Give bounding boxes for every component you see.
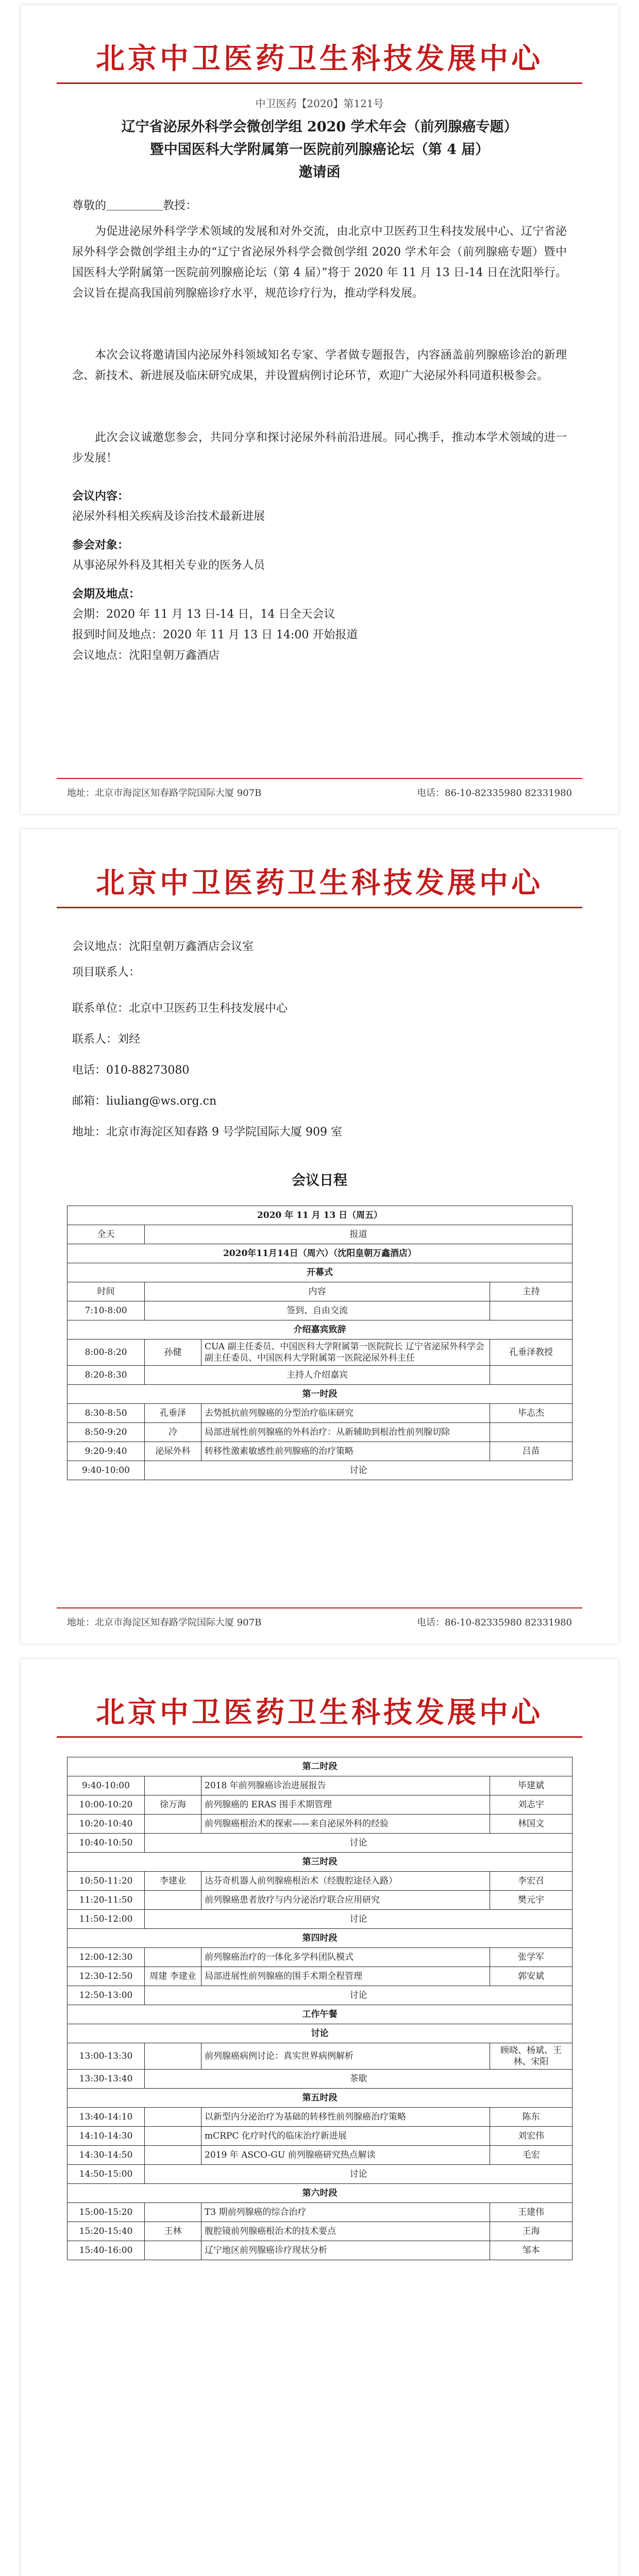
heading-line: 邀请函 [298,164,341,180]
time-cell: 7:10-8:00 [68,1301,145,1320]
content-cell: 主持人介绍嘉宾 [145,1366,490,1385]
content-cell: 签到、自由交流 [145,1301,490,1320]
topic-cell: 前列腺癌治疗的一体化多学科团队模式 [201,1948,490,1967]
speaker-cell: 樊元宇 [490,1891,573,1910]
section-header-cell: 2020年11月14日（周六）（沈阳皇朝万鑫酒店） [68,1244,573,1263]
topic-cell: 去势抵抗前列腺癌的分型治疗临床研究 [201,1404,490,1423]
time-cell: 11:50-12:00 [68,1910,145,1929]
table-row [68,1834,573,1853]
chair-cell: 周建 李建业 [145,1967,201,1986]
topic-cell: T3 期前列腺癌的综合治疗 [201,2203,490,2222]
table-row [68,1340,573,1366]
section-text: 泌尿外科相关疾病及诊治技术最新进展 [72,510,265,523]
speaker-cell: 张学军 [490,1948,573,1967]
table-row [68,1967,573,1986]
time-cell: 9:40-10:00 [68,1461,145,1480]
body-paragraph: 为促进泌尿外科学学术领域的发展和对外交流，由北京中卫医药卫生科技发展中心、辽宁省泌尿外科学会微创学组主办的“辽宁省泌尿外科学会微创学组 2020 学术年会（前列腺癌专题）暨中国医科大学附属第一医院前列腺癌论坛（第 4 届）”将于 2020 年 11 月 13 日-14 日在沈阳举行。会议旨在提高我国前列腺癌诊疗水平，规范诊疗行为，推动学科发展。 [72,225,567,300]
topic-cell: 达芬奇机器人前列腺癌根治术（经腹腔途径入路） [201,1872,490,1891]
chair-cell [145,1815,201,1834]
time-cell: 8:50-9:20 [68,1423,145,1442]
table-row [68,2184,573,2203]
speaker-cell: 邹本 [490,2241,573,2260]
body-paragraph: 本次会议将邀请国内泌尿外科领域知名专家、学者做专题报告，内容涵盖前列腺癌诊治的新理念、新技术、新进展及临床研究成果，并设置病例讨论环节，欢迎广大泌尿外科同道积极参会。 [72,349,567,382]
chair-cell [145,2241,201,2260]
title-rule [57,907,582,908]
schedule-table [67,1757,573,2260]
content-cell: 讨论 [145,1834,573,1853]
host-cell [490,1366,573,1385]
chair-cell: 孔垂泽 [145,1404,201,1423]
table-row [68,1795,573,1815]
invitation-heading [21,116,618,184]
checkin-line: 报到时间及地点：2020 年 11 月 13 日 14:00 开始报道 [72,629,358,641]
contact-phone: 电话：010-88273080 [72,1064,190,1077]
chair-cell: 李建业 [145,1872,201,1891]
table-row [68,1282,573,1301]
time-cell: 13:00-13:30 [68,2043,145,2070]
time-cell: 12:00-12:30 [68,1948,145,1967]
section-label: 会期及地点： [72,587,141,601]
contact-venue: 会议地点：沈阳皇朝万鑫酒店会议室 [72,940,254,953]
section-header-cell: 2020 年 11 月 13 日（周五） [68,1206,573,1225]
time-cell: 时间 [68,1282,145,1301]
schedule-title: 会议日程 [292,1173,347,1189]
chair-cell: 徐万海 [145,1795,201,1815]
time-cell: 15:00-15:20 [68,2203,145,2222]
content-cell: 内容 [145,1282,490,1301]
chair-cell [145,1776,201,1795]
salutation: 尊敬的＿＿＿＿＿教授： [72,199,197,212]
chair-cell [145,2127,201,2146]
section-header-cell: 第二时段 [68,1757,573,1776]
speaker-cell: 刘宏伟 [490,2127,573,2146]
topic-cell: 前列腺癌根治术的探索——来自泌尿外科的经验 [201,1815,490,1834]
table-row [68,1948,573,1967]
table-row [68,1986,573,2005]
table-row [68,1423,573,1442]
time-cell: 12:50-13:00 [68,1986,145,2005]
table-row [68,1757,573,1776]
table-row [68,2146,573,2165]
speaker-cell: 孔垂泽教授 [490,1340,573,1366]
speaker-cell: 顾晓、杨斌、王林、宋阳 [490,2043,573,2070]
table-row [68,1206,573,1225]
content-cell: 讨论 [145,1910,573,1929]
time-cell: 14:50-15:00 [68,2165,145,2184]
contact-email: 邮箱：liuliang@ws.org.cn [72,1095,217,1108]
table-row [68,1442,573,1461]
section-header-cell: 介绍嘉宾致辞 [68,1320,573,1340]
table-row [68,2070,573,2089]
speaker-cell: 吕苗 [490,1442,573,1461]
page-title: 北京中卫医药卫生科技发展中心 [96,866,543,900]
time-cell: 15:20-15:40 [68,2222,145,2241]
footer-address: 地址：北京市海淀区知春路学院国际大厦 907B [67,788,262,799]
table-row [68,1366,573,1385]
title-rule [57,82,582,84]
speaker-cell: 毕建斌 [490,1776,573,1795]
time-cell: 11:20-11:50 [68,1891,145,1910]
section-header-cell: 工作午餐 [68,2005,573,2024]
speaker-cell: 李宏召 [490,1872,573,1891]
chair-cell: 冷 [145,1423,201,1442]
section-header-cell: 第一时段 [68,1385,573,1404]
topic-cell: 腹腔镜前列腺癌根治术的技术要点 [201,2222,490,2241]
time-cell: 9:40-10:00 [68,1776,145,1795]
table-row [68,1263,573,1282]
table-row [68,1929,573,1948]
chair-cell [145,1891,201,1910]
speaker-cell [490,1423,573,1442]
time-cell: 8:20-8:30 [68,1366,145,1385]
time-cell: 8:30-8:50 [68,1404,145,1423]
section-header-cell: 第五时段 [68,2089,573,2108]
footer-rule [57,778,582,779]
heading-line: 辽宁省泌尿外科学会微创学组 2020 学术年会（前列腺癌专题） [121,119,518,135]
contact-person: 联系人：刘经 [72,1033,141,1046]
time-cell: 10:40-10:50 [68,1834,145,1853]
speaker-cell: 王建伟 [490,2203,573,2222]
chair-cell [145,2203,201,2222]
table-row [68,2024,573,2043]
topic-cell: CUA 副主任委员、中国医科大学附属第一医院院长 辽宁省泌尿外科学会副主任委员、中国医科大学附属第一医院泌尿外科主任 [201,1340,490,1366]
table-row [68,1320,573,1340]
contact-address: 地址：北京市海淀区知春路 9 号学院国际大厦 909 室 [72,1126,342,1139]
section-header-cell: 讨论 [68,2024,573,2043]
heading-line: 暨中国医科大学附属第一医院前列腺癌论坛（第 4 届） [149,142,490,158]
section-header-cell: 第三时段 [68,1853,573,1872]
table-row [68,1225,573,1244]
content-cell: 茶歇 [145,2070,573,2089]
footer-phone: 电话：86-10-82335980 82331980 [417,788,572,799]
table-row [68,1385,573,1404]
topic-cell: 转移性激素敏感性前列腺癌的治疗策略 [201,1442,490,1461]
table-row [68,1301,573,1320]
chair-cell [145,2146,201,2165]
time-cell: 13:30-13:40 [68,2070,145,2089]
content-cell: 讨论 [145,1461,573,1480]
chair-cell [145,2108,201,2127]
table-row [68,2043,573,2070]
topic-cell: 辽宁地区前列腺癌诊疗现状分析 [201,2241,490,2260]
time-cell: 9:20-9:40 [68,1442,145,1461]
section-text: 从事泌尿外科及其相关专业的医务人员 [72,559,265,572]
time-cell: 15:40-16:00 [68,2241,145,2260]
time-cell: 10:50-11:20 [68,1872,145,1891]
page-title: 北京中卫医药卫生科技发展中心 [96,42,543,76]
date-line: 会期：2020 年 11 月 13 日-14 日，14 日全天会议 [72,608,335,621]
chair-cell: 泌尿外科 [145,1442,201,1461]
table-row [68,1461,573,1480]
section-label: 会议内容： [72,489,129,503]
table-row [68,2222,573,2241]
topic-cell: 局部进展性前列腺癌的围手术期全程管理 [201,1967,490,1986]
table-row [68,1815,573,1834]
page-3 [21,1659,618,2576]
chair-cell: 孙健 [145,1340,201,1366]
footer-rule [57,1607,582,1608]
chair-cell: 王林 [145,2222,201,2241]
time-cell: 14:30-14:50 [68,2146,145,2165]
contact-unit: 联系单位：北京中卫医药卫生科技发展中心 [72,1002,288,1015]
body-paragraph: 此次会议诚邀您参会，共同分享和探讨泌尿外科前沿进展。同心携手，推动本学术领域的进一步发展！ [72,431,567,465]
table-row [68,2005,573,2024]
project-contact: 项目联系人： [72,966,141,979]
speaker-cell: 毛宏 [490,2146,573,2165]
topic-cell: 局部进展性前列腺癌的外科治疗：从新辅助到根治性前列腺切除 [201,1423,490,1442]
time-cell: 10:20-10:40 [68,1815,145,1834]
table-row [68,2241,573,2260]
table-row [68,1891,573,1910]
topic-cell: 2019 年 ASCO-GU 前列腺癌研究热点解读 [201,2146,490,2165]
document-number: 中卫医药【2020】第121号 [255,97,384,110]
venue-line: 会议地点：沈阳皇朝万鑫酒店 [72,649,220,662]
table-row [68,1910,573,1929]
time-cell: 14:10-14:30 [68,2127,145,2146]
table-row [68,2089,573,2108]
section-header-cell: 第四时段 [68,1929,573,1948]
footer-address: 地址：北京市海淀区知春路学院国际大厦 907B [67,1617,262,1628]
host-cell [490,1301,573,1320]
speaker-cell: 刘志宇 [490,1795,573,1815]
topic-cell: 以新型内分泌治疗为基础的转移性前列腺癌治疗策略 [201,2108,490,2127]
table-row [68,2203,573,2222]
page-title: 北京中卫医药卫生科技发展中心 [96,1696,543,1730]
section-header-cell: 开幕式 [68,1263,573,1282]
page-1 [21,5,618,814]
table-row [68,1853,573,1872]
time-cell: 13:40-14:10 [68,2108,145,2127]
chair-cell [145,2043,201,2070]
schedule-table [67,1206,573,1480]
footer-phone: 电话：86-10-82335980 82331980 [417,1617,572,1628]
table-row [68,1776,573,1795]
title-rule [57,1736,582,1738]
speaker-cell: 陈东 [490,2108,573,2127]
page-2 [21,829,618,1643]
topic-cell: 前列腺癌患者放疗与内分泌治疗联合应用研究 [201,1891,490,1910]
chair-cell [145,1948,201,1967]
content-cell: 讨论 [145,2165,573,2184]
page-footer [67,1615,572,1629]
topic-cell: 2018 年前列腺癌诊治进展报告 [201,1776,490,1795]
content-cell: 报道 [145,1225,573,1244]
topic-cell: 前列腺癌的 ERAS 围手术期管理 [201,1795,490,1815]
time-cell: 全天 [68,1225,145,1244]
speaker-cell: 郭安斌 [490,1967,573,1986]
table-row [68,1404,573,1423]
time-cell: 12:30-12:50 [68,1967,145,1986]
speaker-cell: 毕志杰 [490,1404,573,1423]
table-row [68,2108,573,2127]
table-row [68,1872,573,1891]
topic-cell: 前列腺癌病例讨论：真实世界病例解析 [201,2043,490,2070]
speaker-cell: 王海 [490,2222,573,2241]
host-cell: 主持 [490,1282,573,1301]
table-row [68,2165,573,2184]
table-row [68,1244,573,1263]
table-row [68,2127,573,2146]
speaker-cell: 林国文 [490,1815,573,1834]
section-label: 参会对象： [72,538,129,552]
time-cell: 8:00-8:20 [68,1340,145,1366]
section-header-cell: 第六时段 [68,2184,573,2203]
page-footer [67,786,572,799]
content-cell: 讨论 [145,1986,573,2005]
time-cell: 10:00-10:20 [68,1795,145,1815]
topic-cell: mCRPC 化疗时代的临床治疗新进展 [201,2127,490,2146]
